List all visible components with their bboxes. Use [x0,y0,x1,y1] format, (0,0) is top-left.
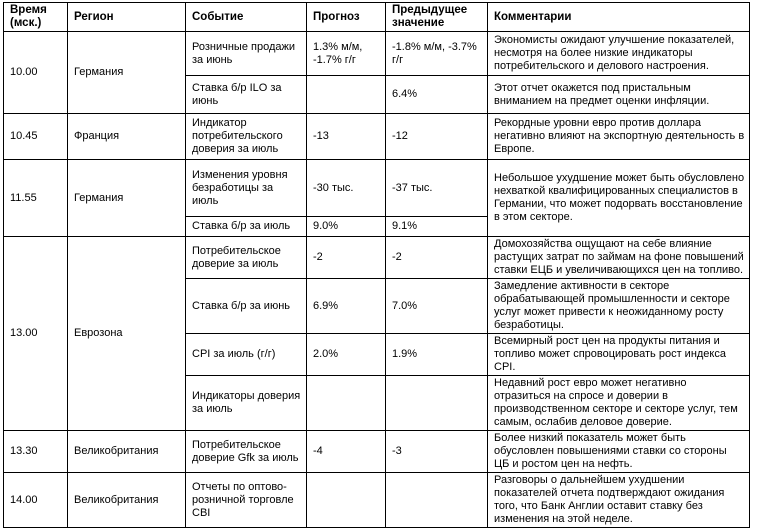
previous-cell: 6.4% [386,76,488,114]
time-cell: 10.00 [4,32,68,114]
time-cell: 14.00 [4,473,68,528]
region-cell: Германия [68,32,186,114]
event-cell: Ставка б/р ILO за июнь [186,76,307,114]
event-cell: CPI за июль (г/г) [186,334,307,376]
region-cell: Франция [68,114,186,160]
event-cell: Ставка б/р за июнь [186,279,307,334]
economic-calendar-table [3,2,750,528]
time-cell: 13.00 [4,237,68,431]
previous-cell: 7.0% [386,279,488,334]
comment-cell: Этот отчет окажется под пристальным вниманием на предмет оценки инфляции. [488,76,750,114]
previous-cell: -12 [386,114,488,160]
column-header-comments: Комментарии [488,3,750,32]
event-cell: Индикатор потребительского доверия за июль [186,114,307,160]
comment-cell: Недавний рост евро может негативно отразиться на спросе и доверии в производственном секторе и секторе услуг, тем самым, ослабив деловое доверие. [488,376,750,431]
event-cell: Индикаторы доверия за июль [186,376,307,431]
region-cell: Великобритания [68,431,186,473]
table-row [4,32,750,76]
table-row [4,431,750,473]
forecast-cell: -30 тыс. [307,160,386,217]
comment-cell: Экономисты ожидают улучшение показателей, несмотря на более низкие индикаторы потребительского и делового настроения. [488,32,750,76]
event-cell: Отчеты по оптово-розничной торговле CBI [186,473,307,528]
time-cell: 13.30 [4,431,68,473]
event-cell: Потребительское доверие за июль [186,237,307,279]
forecast-cell [307,473,386,528]
forecast-cell: 1.3% м/м, -1.7% г/г [307,32,386,76]
previous-cell: -1.8% м/м, -3.7% г/г [386,32,488,76]
time-cell: 10.45 [4,114,68,160]
table-row [4,473,750,528]
forecast-cell: -4 [307,431,386,473]
column-header-time: Время (мск.) [4,3,68,32]
event-cell: Ставка б/р за июль [186,217,307,237]
column-header-forecast: Прогноз [307,3,386,32]
table-row [4,237,750,279]
comment-cell: Всемирный рост цен на продукты питания и топливо может спровоцировать рост индекса CPI. [488,334,750,376]
comment-cell: Рекордные уровни евро против доллара негативно влияют на экспортную деятельность в Европе. [488,114,750,160]
forecast-cell: -13 [307,114,386,160]
previous-cell: 1.9% [386,334,488,376]
event-cell: Потребительское доверие Gfk за июль [186,431,307,473]
previous-cell: 9.1% [386,217,488,237]
region-cell: Великобритания [68,473,186,528]
header-row [4,3,750,32]
event-cell: Розничные продажи за июнь [186,32,307,76]
forecast-cell [307,376,386,431]
comment-cell: Небольшое ухудшение может быть обусловлено нехваткой квалифицированных специалистов в Германии, что может подорвать восстановление в этом секторе. [488,160,750,237]
previous-cell: -2 [386,237,488,279]
region-cell: Еврозона [68,237,186,431]
table-row [4,160,750,217]
previous-cell: -3 [386,431,488,473]
comment-cell: Замедление активности в секторе обрабатывающей промышленности и секторе услуг может привести к неожиданному росту безработицы. [488,279,750,334]
previous-cell [386,376,488,431]
column-header-event: Событие [186,3,307,32]
forecast-cell: 2.0% [307,334,386,376]
column-header-previous: Предыдущее значение [386,3,488,32]
time-cell: 11.55 [4,160,68,237]
table-row [4,114,750,160]
forecast-cell: -2 [307,237,386,279]
calendar-body [4,32,750,528]
comment-cell: Более низкий показатель может быть обусловлен повышениями ставки со стороны ЦБ и ростом цен на нефть. [488,431,750,473]
forecast-cell [307,76,386,114]
region-cell: Германия [68,160,186,237]
previous-cell: -37 тыс. [386,160,488,217]
event-cell: Изменения уровня безработицы за июль [186,160,307,217]
comment-cell: Домохозяйства ощущают на себе влияние растущих затрат по займам на фоне повышений ставки ЕЦБ и увеличивающихся цен на топливо. [488,237,750,279]
previous-cell [386,473,488,528]
forecast-cell: 9.0% [307,217,386,237]
column-header-region: Регион [68,3,186,32]
comment-cell: Разговоры о дальнейшем ухудшении показателей отчета подтверждают ожидания того, что Банк Англии оставит ставку без изменения на этой неделе. [488,473,750,528]
forecast-cell: 6.9% [307,279,386,334]
